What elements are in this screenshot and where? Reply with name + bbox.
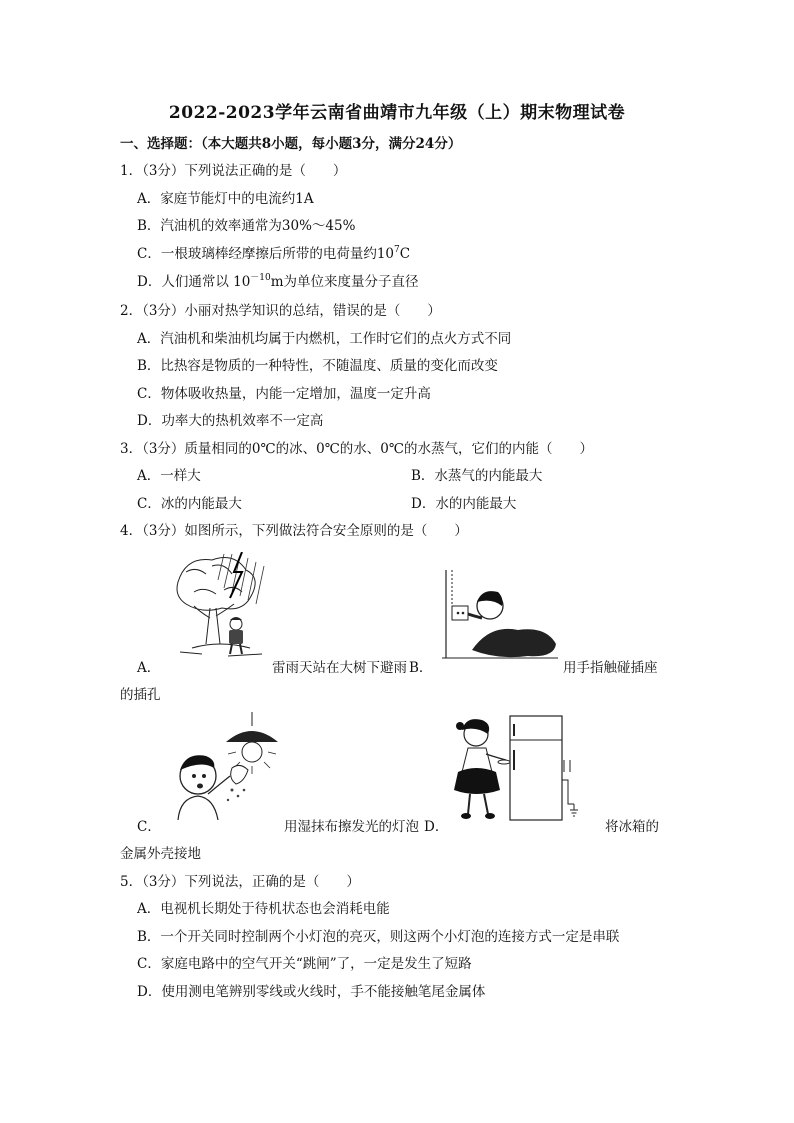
q4-option-c-text: 用湿抹布擦发光的灯泡 <box>284 819 419 835</box>
wet-cloth-bulb-figure <box>168 712 280 822</box>
q1-stem: 1．（3分）下列说法正确的是（ ） <box>120 163 347 179</box>
lightning-tree-figure <box>172 552 270 664</box>
q3-option-b: B．水蒸气的内能最大 <box>411 468 543 484</box>
q1-option-d <box>137 273 419 291</box>
fridge-grounding-figure <box>452 710 582 824</box>
q2-option-d: D．功率大的热机效率不一定高 <box>137 413 324 429</box>
q4-option-c-label: C． <box>137 819 161 835</box>
socket-child-figure <box>442 570 558 660</box>
q3-option-c: C．冰的内能最大 <box>137 496 242 512</box>
section-heading: 一、选择题：（本大题共8小题，每小题3分，满分24分） <box>120 136 462 152</box>
q1-option-d-exp: －10 <box>250 272 271 283</box>
q4-option-b-continued: 的插孔 <box>120 687 161 703</box>
q4-stem: 4．（3分）如图所示，下列做法符合安全原则的是（ ） <box>120 523 468 539</box>
q4-option-a-label: A． <box>137 660 161 676</box>
q1-option-c-text: C．一根玻璃棒经摩擦后所带的电荷量约10 <box>137 246 395 262</box>
q4-option-a-text: 雷雨天站在大树下避雨 <box>272 660 407 676</box>
q3-option-a: A．一样大 <box>137 468 201 484</box>
q1-option-b: B．汽油机的效率通常为30%～45% <box>137 218 356 234</box>
q5-option-c: C．家庭电路中的空气开关“跳闸”了，一定是发生了短路 <box>137 956 472 972</box>
q1-option-c-exp: 7 <box>394 244 400 255</box>
q1-option-d-rest: m为单位来度量分子直径 <box>270 274 419 290</box>
q5-stem: 5．（3分）下列说法，正确的是（ ） <box>120 874 360 890</box>
q1-option-c <box>137 245 410 263</box>
q4-option-d-label: D． <box>424 819 449 835</box>
q2-option-b: B．比热容是物质的一种特性，不随温度、质量的变化而改变 <box>137 358 498 374</box>
q2-stem: 2．（3分）小丽对热学知识的总结，错误的是（ ） <box>120 303 441 319</box>
q1-option-c-unit: C <box>399 246 411 262</box>
q4-option-b-label: B． <box>409 660 433 676</box>
q4-option-d-text: 将冰箱的 <box>605 819 659 835</box>
page-title: 2022-2023学年云南省曲靖市九年级（上）期末物理试卷 <box>168 103 626 123</box>
q3-stem: 3．（3分）质量相同的0℃的冰、0℃的水、0℃的水蒸气，它们的内能（ ） <box>120 441 594 457</box>
q5-option-d: D．使用测电笔辨别零线或火线时，手不能接触笔尾金属体 <box>137 984 486 1000</box>
q2-option-c: C．物体吸收热量，内能一定增加，温度一定升高 <box>137 386 431 402</box>
q1-option-d-text: D．人们通常以 10 <box>137 274 251 290</box>
q5-option-b: B．一个开关同时控制两个小灯泡的亮灭，则这两个小灯泡的连接方式一定是串联 <box>137 929 620 945</box>
q4-option-d-continued: 金属外壳接地 <box>120 846 201 862</box>
q3-option-d: D．水的内能最大 <box>411 496 517 512</box>
q2-option-a: A．汽油机和柴油机均属于内燃机，工作时它们的点火方式不同 <box>137 331 512 347</box>
q1-option-a: A．家庭节能灯中的电流约1A <box>137 191 314 207</box>
q5-option-a: A．电视机长期处于待机状态也会消耗电能 <box>137 901 390 917</box>
q4-option-b-text: 用手指触碰插座 <box>563 660 658 676</box>
